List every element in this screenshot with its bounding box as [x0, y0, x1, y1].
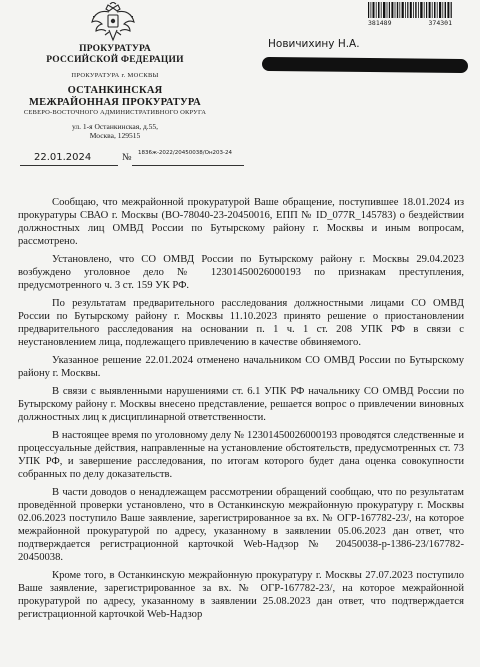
document-date: 22.01.2024: [34, 152, 92, 163]
barcode-number-right: 374301: [428, 19, 452, 27]
barcode-number-left: 381489: [368, 19, 392, 27]
document-reference: 1836ж-2022/20450038/Он203-24: [138, 150, 233, 156]
barcode-icon: [368, 2, 452, 18]
body-paragraph: В настоящее время по уголовному делу № 12301450026000193 проводятся следственные и процессуальные действия, направленные на установление обстоятельств, предусмотренных ст. 73 УПК РФ, и завершение расследования, по итогам которого будет дана оценка совокупности собранных по делу доказательств.: [18, 430, 464, 480]
org-name-line: РОССИЙСКОЙ ФЕДЕРАЦИИ: [46, 54, 184, 65]
body-paragraph: Сообщаю, что межрайонной прокуратурой Ваше обращение, поступившее 18.01.2024 из прокуратуры СВАО г. Москвы (ВО-78040-23-20450016, ЕПП № ID_077R_145783) о бездействии должностных лиц ОМВД России по Бутырскому району г. Москвы и иным вопросам, рассмотрено.: [18, 197, 464, 247]
body-paragraph: В части доводов о ненадлежащем рассмотрении обращений сообщаю, что по результатам проведённой проверки установлено, что в Останкинскую межрайонную прокуратуру г. Москвы 02.06.2023 поступило Ваше заявление, зарегистрированное за вх. № ОГР-167782-23/, на которое межрайонной прокуратурой по адресу, указанному в заявлении 05.06.2023 дан ответ, что подтверждается регистрационной карточкой Web-Надзор № 20450038-р-1386-23/167782-20450038.: [18, 487, 464, 563]
letterhead: [4, 44, 226, 140]
org-district: СЕВЕРО-ВОСТОЧНОГО АДМИНИСТРАТИВНОГО ОКРУГА: [23, 109, 207, 117]
org-name-line: МЕЖРАЙОННАЯ ПРОКУРАТУРА: [29, 97, 201, 109]
coat-of-arms-icon: [90, 2, 136, 44]
org-name-line: ОСТАНКИНСКАЯ: [67, 85, 163, 97]
org-parent: ПРОКУРАТУРА г. МОСКВЫ: [71, 71, 159, 79]
body-paragraph: В связи с выявленными нарушениями ст. 6.1 УПК РФ начальнику СО ОМВД России по Бутырскому району г. Москвы внесено представление, решается вопрос о привлечении виновных должностных лиц к дисциплинарной ответственности.: [18, 386, 464, 423]
recipient-name: Новичихину Н.А.: [268, 38, 360, 50]
org-name-line: ПРОКУРАТУРА: [79, 44, 151, 54]
letter-body: [18, 196, 464, 622]
date-underline: [20, 165, 118, 166]
barcode-numbers: [368, 19, 452, 27]
redacted-address: [262, 57, 468, 73]
body-paragraph: Указанное решение 22.01.2024 отменено начальником СО ОМВД России по Бутырскому району г. Москвы.: [18, 355, 464, 379]
number-sign: №: [122, 152, 132, 163]
reference-underline: [132, 165, 244, 166]
org-address: ул. 1-я Останкинская, д.55,: [71, 121, 159, 131]
org-address: Москва, 129515: [89, 130, 141, 140]
body-paragraph: По результатам предварительного расследования должностными лицами СО ОМВД России по Бутырскому району г. Москвы 11.10.2023 принято решение о приостановлении предварительного расследования на основании п. 1 ч. 1 ст. 208 УПК РФ в связи с неустановлением лица, подлежащего привлечению в качестве обвиняемого.: [18, 298, 464, 348]
body-paragraph: Кроме того, в Останкинскую межрайонную прокуратуру г. Москвы 27.07.2023 поступило Ваше заявление, зарегистрированное за вх. № ОГР-167782-23/, на которое межрайонной прокуратурой по адресу, указанному в заявлении 25.08.2023 дан ответ, что подтверждается регистрационной карточкой Web-Надзор: [18, 570, 464, 620]
body-paragraph: Установлено, что СО ОМВД России по Бутырскому району г. Москвы 29.04.2023 возбуждено уголовное дело № 12301450026000193 по признакам преступления, предусмотренного ч. 3 ст. 159 УК РФ.: [18, 254, 464, 291]
